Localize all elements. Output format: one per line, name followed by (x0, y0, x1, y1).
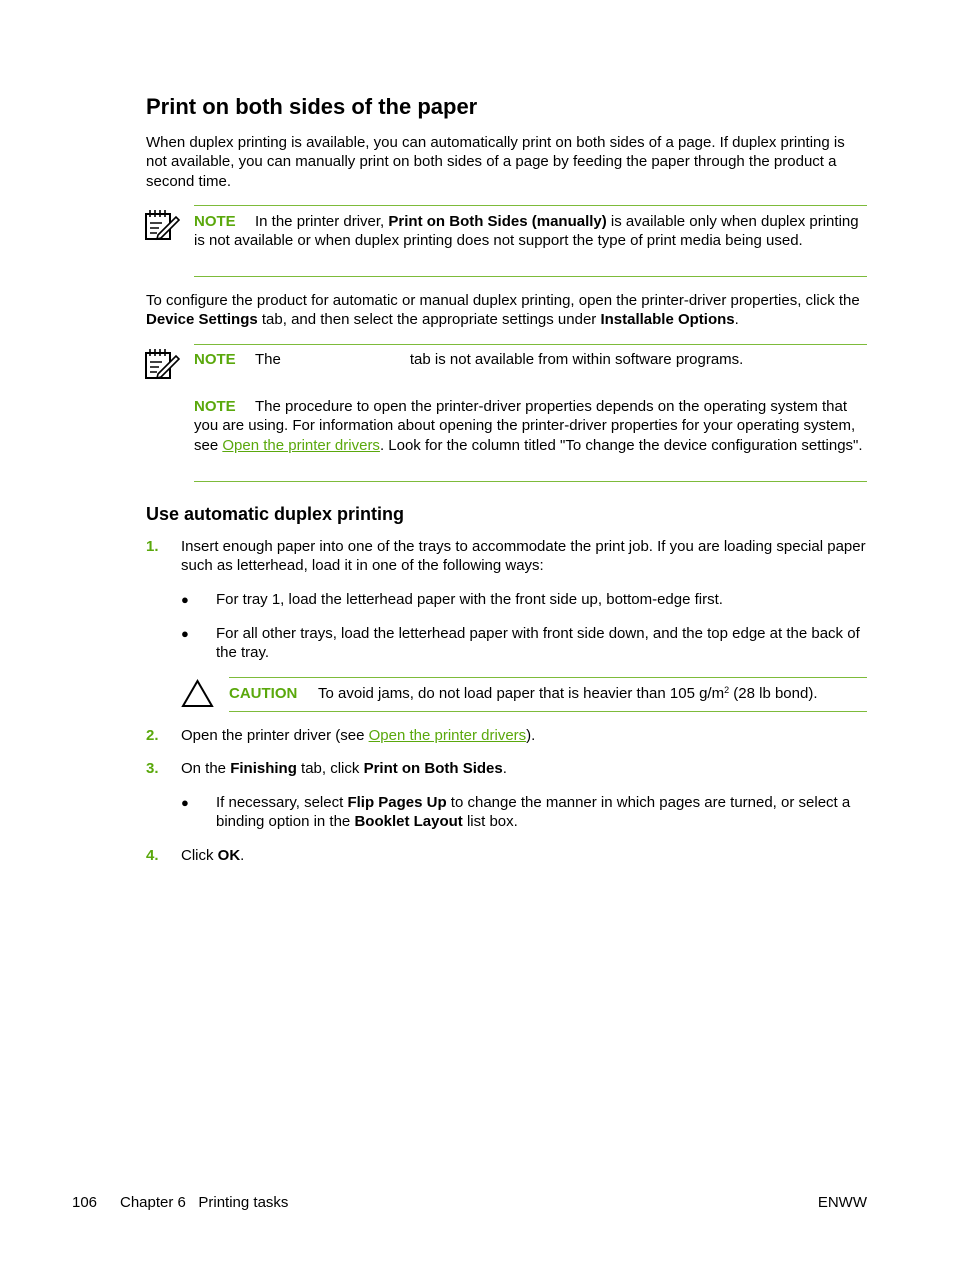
note-1-bold: Print on Both Sides (manually) (388, 213, 607, 230)
page-title: Print on both sides of the paper (146, 94, 478, 119)
bullet-dot: ● (181, 626, 189, 641)
step-2-text-end: ). (526, 727, 536, 744)
note-2-text: The (255, 351, 281, 368)
step-2-text (181, 726, 869, 745)
step-4-text-end: . (240, 847, 245, 864)
bullet-text-end: list box. (462, 813, 518, 831)
footer-chapter: Chapter 6 Printing tasks (120, 1194, 289, 1211)
bullet-text-mid: to change the manner in which pages are turned, or select a binding option in the (216, 794, 851, 831)
note-label: NOTE (194, 351, 236, 368)
step-4-bold-ok: OK (217, 847, 241, 864)
step-3-bold-finishing: Finishing (230, 760, 297, 777)
bullet-text: For all other trays, load the letterhead paper with front side down, and the top edge at the back of the tray. (216, 625, 860, 662)
note-2 (194, 350, 867, 369)
configure-text: To configure the product for automatic or manual duplex printing, open the printer-driver properties, click the (146, 292, 860, 309)
note-3-text: The procedure to open the printer-driver properties depends on the operating system that you are using. For information about opening the printer-driver properties for your operating system, see (194, 398, 856, 454)
caution-text-end: (28 lb bond). (729, 685, 818, 702)
step-4-text (181, 846, 869, 865)
step-2-text-start: Open the printer driver (see (181, 727, 369, 744)
note-label: NOTE (194, 398, 236, 415)
bullet-item (181, 624, 869, 663)
note-label: NOTE (194, 213, 236, 230)
caution-text: To avoid jams, do not load paper that is heavier than 105 g/m (318, 685, 725, 702)
note-bottom-rule (194, 481, 867, 482)
bullet-bold-flip-pages-up: Flip Pages Up (347, 794, 447, 811)
note-2-text-end: tab is not available from within software programs. (409, 351, 744, 368)
bullet-text (216, 793, 869, 832)
caution-label: CAUTION (229, 685, 298, 702)
configure-bold-installable-options: Installable Options (600, 311, 735, 329)
bullet-dot: ● (181, 795, 189, 810)
note-pad-icon (144, 208, 180, 241)
caution-triangle-icon (181, 679, 214, 708)
configure-text-mid: tab, and then select the appropriate settings under (257, 311, 601, 329)
section-heading: Use automatic duplex printing (146, 504, 405, 524)
configure-paragraph (146, 291, 870, 330)
note-bottom-rule (194, 276, 867, 277)
configure-bold-device-settings: Device Settings (146, 311, 258, 329)
note-1 (194, 212, 867, 251)
step-3-text-mid: tab, click (296, 760, 364, 777)
caution (229, 684, 869, 703)
open-printer-drivers-link[interactable]: Open the printer drivers (222, 436, 380, 454)
footer-enww: ENWW (817, 1194, 867, 1211)
step-number: 3. (146, 760, 159, 777)
step-3-text-start: On the (181, 760, 231, 777)
bullet-item (181, 590, 869, 609)
page-number: 106 (72, 1194, 98, 1211)
bullet-text-start: If necessary, select (216, 794, 348, 811)
step-1-text: Insert enough paper into one of the trays to accommodate the print job. If you are loading special paper such as letterhead, load it in one of the following ways: (181, 538, 866, 575)
bullet-item (181, 793, 869, 832)
configure-text-end: . (734, 311, 739, 329)
step-number: 2. (146, 727, 159, 744)
step-number: 4. (146, 847, 159, 864)
bullet-dot: ● (181, 592, 189, 607)
step-2 (146, 726, 869, 745)
note-top-rule (194, 344, 867, 345)
open-printer-drivers-link[interactable]: Open the printer drivers (368, 727, 527, 744)
note-3-text-end: . Look for the column titled "To change the device configuration settings". (379, 436, 863, 454)
note-top-rule (194, 205, 867, 206)
step-4-text-start: Click (181, 847, 218, 864)
step-3 (146, 759, 869, 778)
caution-superscript: 2 (724, 685, 730, 695)
caution-top-rule (229, 677, 867, 678)
note-3 (194, 397, 870, 455)
intro-paragraph: When duplex printing is available, you can automatically print on both sides of a page. If duplex printing is not available, you can manually print on both sides of a page by feeding the paper through the product a second time. (146, 134, 845, 190)
caution-bottom-rule (229, 711, 867, 712)
step-4 (146, 846, 869, 865)
step-3-text (181, 759, 869, 778)
note-1-text-end: is available only when duplex printing is not available or when duplex printing does not support the type of print media being used. (194, 213, 859, 250)
step-3-bold-print-both-sides: Print on Both Sides (363, 760, 503, 777)
step-3-text-end: . (502, 760, 507, 777)
note-pad-icon (144, 347, 180, 380)
bullet-bold-booklet-layout: Booklet Layout (354, 813, 463, 831)
note-1-text: In the printer driver, (255, 213, 389, 230)
bullet-text: For tray 1, load the letterhead paper with the front side up, bottom-edge first. (216, 591, 723, 608)
step-number: 1. (146, 538, 159, 555)
step-1 (146, 537, 869, 576)
